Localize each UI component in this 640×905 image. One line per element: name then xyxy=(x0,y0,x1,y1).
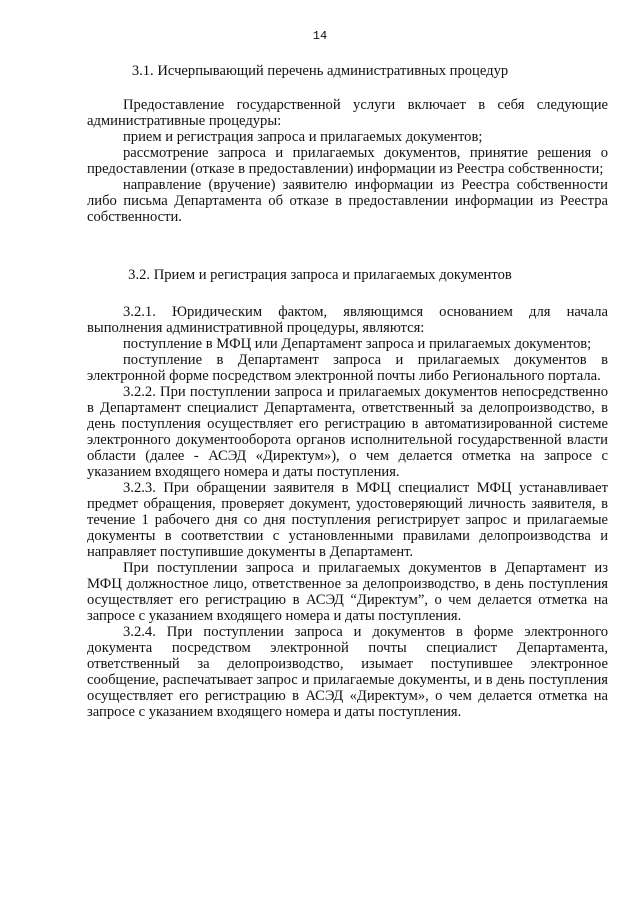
section-3-2-heading: 3.2. Прием и регистрация запроса и прилагаемых документов xyxy=(128,267,512,283)
section-3-2-body xyxy=(87,304,608,720)
paragraph: Предоставление государственной услуги включает в себя следующие административные процедуры: xyxy=(87,97,608,129)
list-item: рассмотрение запроса и прилагаемых документов, принятие решения о предоставлении (отказе в предоставлении) информации из Реестра собственности; xyxy=(87,145,608,177)
section-3-1-heading: 3.1. Исчерпывающий перечень административных процедур xyxy=(131,63,509,79)
list-item: направление (вручение) заявителю информации из Реестра собственности либо письма Департамента об отказе в предоставлении информации из Реестра собственности. xyxy=(87,177,608,225)
list-item: прием и регистрация запроса и прилагаемых документов; xyxy=(123,129,483,145)
list-item: поступление в Департамент запроса и прилагаемых документов в электронной форме посредством электронной почты либо Регионального портала. xyxy=(87,352,608,384)
page-number: 14 xyxy=(312,29,328,43)
paragraph: 3.2.1. Юридическим фактом, являющимся основанием для начала выполнения административной процедуры, являются: xyxy=(87,304,608,336)
paragraph: 3.2.2. При поступлении запроса и прилагаемых документов непосредственно в Департамент специалист Департамента, ответственный за делопроизводство, в день поступления осуществляет его регистрацию в автоматизированной системе электронного документооборота органов исполнительной государственной власти области (далее - АСЭД «Директум»), о чем делается отметка на запросе с указанием входящего номера и даты поступления. xyxy=(87,384,608,480)
paragraph: При поступлении запроса и прилагаемых документов в Департамент из МФЦ должностное лицо, ответственное за делопроизводство, в день поступления осуществляет его регистрацию в АСЭД “Директум”, о чем делается отметка на запросе с указанием входящего номера и даты поступления. xyxy=(87,560,608,624)
section-3-1-body xyxy=(87,97,608,225)
list-item: поступление в МФЦ или Департамент запроса и прилагаемых документов; xyxy=(123,336,592,352)
paragraph: 3.2.3. При обращении заявителя в МФЦ специалист МФЦ устанавливает предмет обращения, проверяет документ, удостоверяющий личность заявителя, в течение 1 рабочего дня со дня поступления регистрирует запрос и прилагаемые документы в соответствии с установленными правилами делопроизводства и направляет поступившие документы в Департамент. xyxy=(87,480,608,560)
paragraph: 3.2.4. При поступлении запроса и документов в форме электронного документа посредством электронной почты специалист Департамента, ответственный за делопроизводство, изымает поступившее электронное сообщение, распечатывает запрос и прилагаемые документы, и в день поступления осуществляет его регистрацию в АСЭД «Директум», о чем делается отметка на запросе с указанием входящего номера и даты поступления. xyxy=(87,624,608,720)
